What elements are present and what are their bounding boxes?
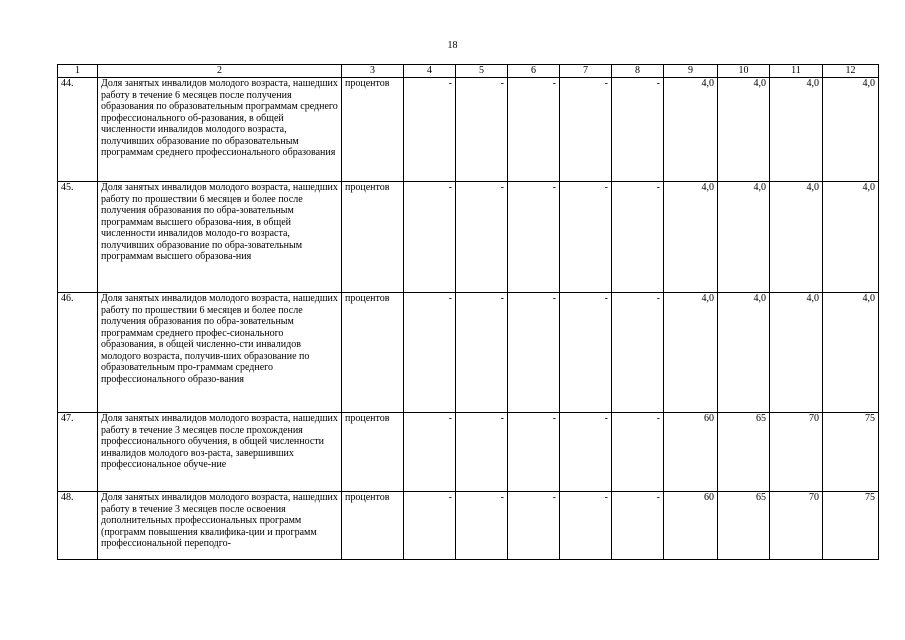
value-cell: - — [508, 413, 560, 492]
indicator-description: Доля занятых инвалидов молодого возраста, нашедших работу в течение 3 месяцев после освоения дополнительных профессиональных программ (программ повышения квалифика-ции и программ профессиональной переподго- — [98, 492, 342, 560]
indicator-description: Доля занятых инвалидов молодого возраста, нашедших работу в течение 3 месяцев после прохождения профессионального обучения, в общей численности инвалидов молодого воз-раста, завершивших профессиональное обуче-ние — [98, 413, 342, 492]
value-cell: 4,0 — [664, 182, 718, 293]
value-cell: 75 — [823, 413, 879, 492]
column-header: 10 — [718, 65, 770, 78]
value-cell: 70 — [770, 492, 823, 560]
value-cell: - — [612, 78, 664, 182]
value-cell: - — [508, 182, 560, 293]
value-cell: - — [404, 182, 456, 293]
indicator-description: Доля занятых инвалидов молодого возраста, нашедших работу по прошествии 6 месяцев и более после получения образования по обра-зовательным программам среднего профес-сионального образования, в общей численно-сти инвалидов молодого возраста, получив-ших образование по образовательным про-граммам среднего профессионального образо-вания — [98, 293, 342, 413]
value-cell: 65 — [718, 413, 770, 492]
value-cell: - — [456, 182, 508, 293]
column-header: 1 — [58, 65, 98, 78]
value-cell: - — [612, 182, 664, 293]
value-cell: 60 — [664, 492, 718, 560]
table-row — [58, 413, 879, 492]
value-cell: 65 — [718, 492, 770, 560]
column-header: 7 — [560, 65, 612, 78]
value-cell: 60 — [664, 413, 718, 492]
indicator-description: Доля занятых инвалидов молодого возраста, нашедших работу в течение 6 месяцев после получения образования по образовательным программам среднего профессионального об-разования, в общей численности инвалидов молодого возраста, получивших образование по образовательным программам среднего профессионального образования — [98, 78, 342, 182]
column-header: 4 — [404, 65, 456, 78]
indicator-description: Доля занятых инвалидов молодого возраста, нашедших работу по прошествии 6 месяцев и более после получения образования по обра-зовательным программам высшего образова-ния, в общей численности инвалидов молодо-го возраста, получивших образование по обра-зовательным программам высшего образова-ния — [98, 182, 342, 293]
column-header: 3 — [342, 65, 404, 78]
unit-cell: процентов — [342, 492, 404, 560]
table-row — [58, 78, 879, 182]
value-cell: - — [612, 413, 664, 492]
value-cell: - — [508, 492, 560, 560]
column-header: 8 — [612, 65, 664, 78]
value-cell: 4,0 — [770, 293, 823, 413]
value-cell: - — [404, 413, 456, 492]
table-row — [58, 293, 879, 413]
column-header: 5 — [456, 65, 508, 78]
value-cell: - — [404, 293, 456, 413]
value-cell: - — [508, 78, 560, 182]
value-cell: - — [560, 413, 612, 492]
table-header-row — [58, 65, 879, 78]
value-cell: 4,0 — [664, 78, 718, 182]
value-cell: 4,0 — [664, 293, 718, 413]
indicators-table — [57, 64, 879, 560]
row-number: 44. — [58, 78, 98, 182]
value-cell: - — [560, 492, 612, 560]
table-row — [58, 182, 879, 293]
value-cell: - — [612, 492, 664, 560]
value-cell: - — [508, 293, 560, 413]
value-cell: - — [456, 492, 508, 560]
row-number: 45. — [58, 182, 98, 293]
value-cell: 4,0 — [718, 182, 770, 293]
value-cell: 4,0 — [770, 182, 823, 293]
value-cell: 4,0 — [770, 78, 823, 182]
value-cell: - — [456, 293, 508, 413]
row-number: 47. — [58, 413, 98, 492]
value-cell: - — [560, 293, 612, 413]
value-cell: - — [404, 492, 456, 560]
value-cell: - — [612, 293, 664, 413]
value-cell: 70 — [770, 413, 823, 492]
value-cell: - — [456, 78, 508, 182]
column-header: 9 — [664, 65, 718, 78]
value-cell: - — [404, 78, 456, 182]
unit-cell: процентов — [342, 413, 404, 492]
column-header: 2 — [98, 65, 342, 78]
row-number: 46. — [58, 293, 98, 413]
column-header: 6 — [508, 65, 560, 78]
unit-cell: процентов — [342, 182, 404, 293]
value-cell: 4,0 — [718, 293, 770, 413]
value-cell: - — [560, 182, 612, 293]
column-header: 12 — [823, 65, 879, 78]
value-cell: - — [456, 413, 508, 492]
table-row — [58, 492, 879, 560]
column-header: 11 — [770, 65, 823, 78]
unit-cell: процентов — [342, 293, 404, 413]
row-number: 48. — [58, 492, 98, 560]
value-cell: 4,0 — [823, 182, 879, 293]
unit-cell: процентов — [342, 78, 404, 182]
value-cell: 4,0 — [823, 78, 879, 182]
value-cell: 4,0 — [823, 293, 879, 413]
page-number: 18 — [447, 40, 458, 51]
value-cell: - — [560, 78, 612, 182]
value-cell: 4,0 — [718, 78, 770, 182]
value-cell: 75 — [823, 492, 879, 560]
